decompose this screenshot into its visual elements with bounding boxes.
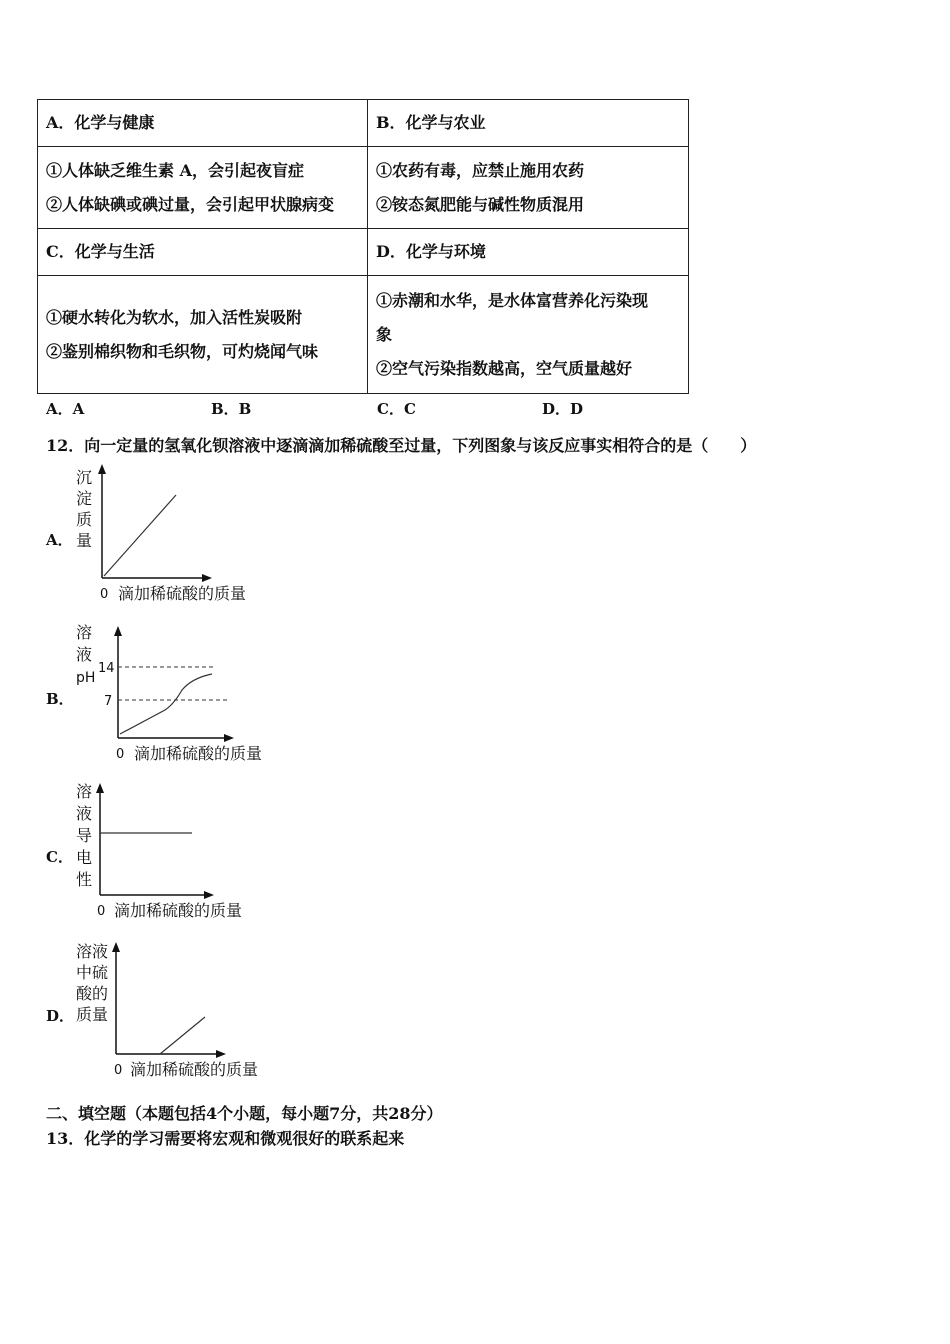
choice-b[interactable]: B．B bbox=[211, 400, 252, 418]
origin-label: 0 bbox=[116, 747, 125, 762]
option-a-item: ②人体缺碘或碘过量，会引起甲状腺病变 bbox=[46, 194, 335, 214]
y-label-char: 溶 bbox=[76, 623, 93, 642]
graph-curve bbox=[120, 674, 212, 734]
option-d-item: ①赤潮和水华，是水体富营养化污染现 bbox=[376, 290, 649, 310]
choice-d[interactable]: D．D bbox=[542, 400, 584, 418]
y-axis-arrow bbox=[98, 464, 106, 474]
q12-graph-c[interactable] bbox=[60, 779, 290, 924]
y-label-char: 淀 bbox=[76, 489, 93, 508]
option-d-item: 象 bbox=[376, 324, 393, 344]
y-axis-arrow bbox=[112, 942, 120, 952]
graph-line bbox=[160, 1017, 205, 1054]
y-label-char: 溶 bbox=[76, 782, 93, 801]
q13-stem: 13．化学的学习需要将宏观和微观很好的联系起来 bbox=[46, 1129, 405, 1148]
q12-graph-d[interactable] bbox=[60, 938, 290, 1083]
origin-label: 0 bbox=[100, 587, 109, 602]
y-label-char: 液 bbox=[76, 645, 93, 664]
y-label-char: 液 bbox=[76, 804, 93, 823]
x-axis-arrow bbox=[216, 1050, 226, 1058]
y-label-char: 电 bbox=[76, 848, 93, 867]
x-axis-label: 滴加稀硫酸的质量 bbox=[134, 744, 263, 763]
option-a-content bbox=[38, 147, 368, 229]
q12-graph-b[interactable] bbox=[60, 622, 290, 767]
origin-label: 0 bbox=[97, 904, 106, 919]
graph-line bbox=[104, 495, 176, 576]
origin-label: 0 bbox=[114, 1063, 123, 1078]
q12-option-b-label[interactable]: B． bbox=[46, 690, 74, 708]
option-d-title: D．化学与环境 bbox=[368, 229, 689, 276]
y-label-line: 溶液 bbox=[76, 942, 109, 961]
q12-option-c-label[interactable]: C． bbox=[46, 848, 73, 866]
option-a-title: A．化学与健康 bbox=[38, 100, 368, 147]
q12-graph-a[interactable] bbox=[60, 462, 290, 607]
option-b-item: ②铵态氮肥能与碱性物质混用 bbox=[376, 194, 585, 214]
option-c-title: C．化学与生活 bbox=[38, 229, 368, 276]
x-axis-arrow bbox=[202, 574, 212, 582]
x-axis-label: 滴加稀硫酸的质量 bbox=[114, 901, 243, 920]
x-axis-label: 滴加稀硫酸的质量 bbox=[118, 584, 247, 603]
option-c-item: ①硬水转化为软水，加入活性炭吸附 bbox=[46, 307, 303, 327]
tick-label-14: 14 bbox=[98, 661, 115, 676]
choice-c[interactable]: C．C bbox=[377, 400, 416, 418]
y-label-line: 酸的 bbox=[76, 984, 109, 1003]
y-label-char: pH bbox=[76, 670, 96, 686]
option-b-item: ①农药有毒，应禁止施用农药 bbox=[376, 160, 585, 180]
y-label-char: 质 bbox=[76, 510, 93, 529]
option-d-content bbox=[368, 276, 689, 394]
tick-label-7: 7 bbox=[104, 694, 113, 709]
x-axis-arrow bbox=[224, 734, 234, 742]
y-label-char: 导 bbox=[76, 826, 93, 845]
y-axis-arrow bbox=[96, 783, 104, 793]
option-c-item: ②鉴别棉织物和毛织物，可灼烧闻气味 bbox=[46, 341, 319, 361]
option-b-title: B．化学与农业 bbox=[368, 100, 689, 147]
option-b-content bbox=[368, 147, 689, 229]
y-label-line: 中硫 bbox=[76, 963, 109, 982]
q12-option-a-label[interactable]: A． bbox=[46, 531, 73, 549]
option-d-item: ②空气污染指数越高，空气质量越好 bbox=[376, 358, 633, 378]
y-label-char: 量 bbox=[76, 531, 93, 550]
option-c-content bbox=[38, 276, 368, 394]
y-label-line: 质量 bbox=[76, 1005, 109, 1024]
option-a-item: ①人体缺乏维生素 A，会引起夜盲症 bbox=[46, 160, 304, 180]
q12-stem: 12．向一定量的氢氧化钡溶液中逐滴滴加稀硫酸至过量，下列图象与该反应事实相符合的是（ ） bbox=[46, 436, 757, 455]
q11-options-table bbox=[37, 99, 689, 394]
section-heading: 二、填空题（本题包括4个小题，每小题7分，共28分） bbox=[46, 1104, 443, 1123]
y-axis-arrow bbox=[114, 626, 122, 636]
x-axis-arrow bbox=[204, 891, 214, 899]
x-axis-label: 滴加稀硫酸的质量 bbox=[130, 1060, 259, 1079]
y-label-char: 沉 bbox=[76, 468, 93, 487]
y-label-char: 性 bbox=[76, 870, 93, 889]
q12-option-d-label[interactable]: D． bbox=[46, 1007, 75, 1025]
choice-a[interactable]: A．A bbox=[46, 400, 85, 418]
